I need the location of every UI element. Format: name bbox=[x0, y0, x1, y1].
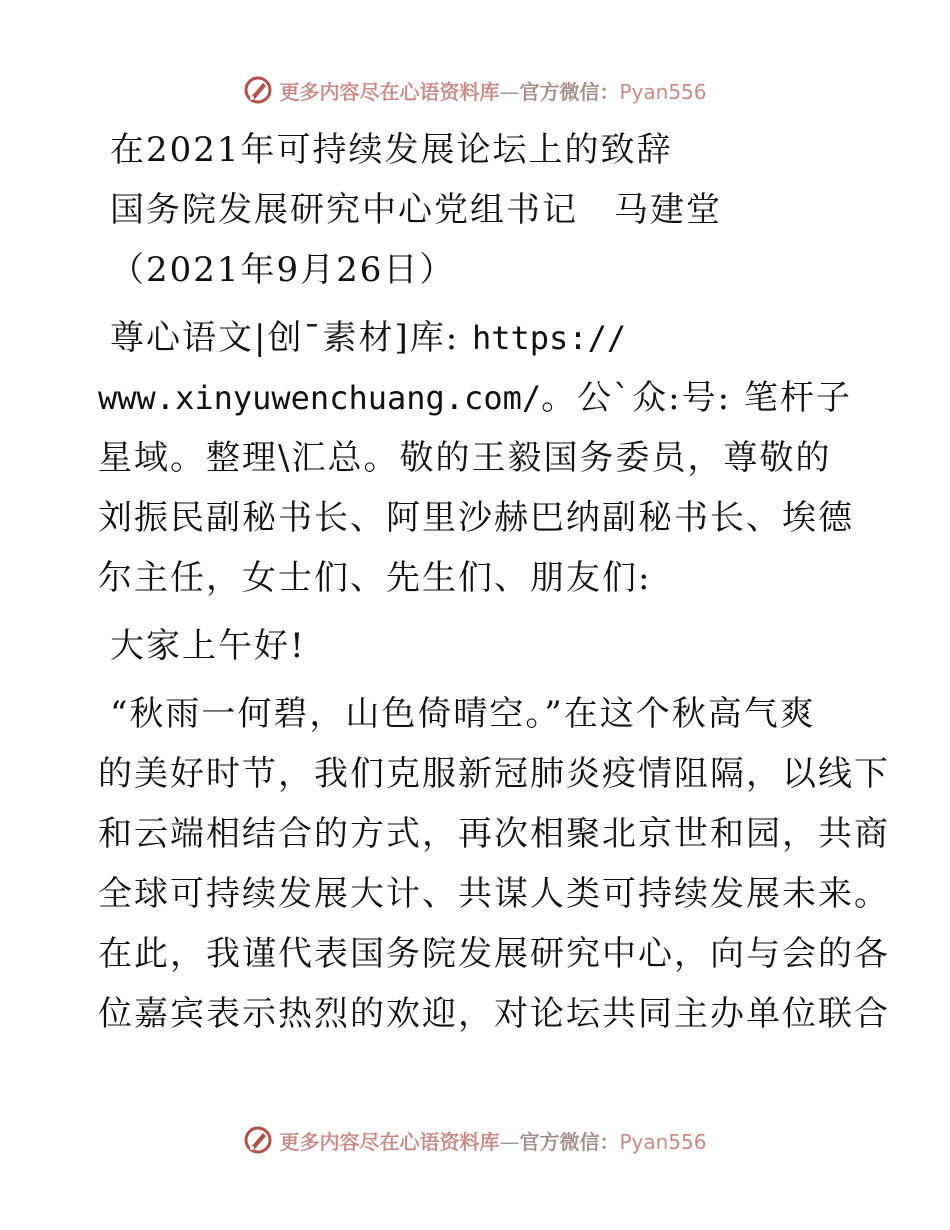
document-body bbox=[98, 120, 890, 1044]
body-line: 在此，我谨代表国务院发展研究中心，向与会的各 bbox=[98, 934, 890, 974]
body-line: 的美好时节，我们克服新冠肺炎疫情阻隔，以线下 bbox=[98, 754, 890, 794]
header-watermark-banner bbox=[0, 70, 950, 110]
watermark-suffix: 。公`众:号: 笔杆子星域。整理\汇总。敬的王毅国务委员，尊敬的刘振民副秘书长、阿里沙赫巴纳副秘书长、埃德尔主任，女士们、先生们、朋友们: bbox=[98, 378, 854, 598]
date-line: （2021年9月26日） bbox=[110, 250, 456, 290]
watermark-url-part2: www.xinyuwenchuang.com/ bbox=[98, 379, 542, 417]
body-line: 全球可持续发展大计、共谋人类可持续发展未来。 bbox=[98, 874, 890, 914]
pen-logo-icon bbox=[243, 75, 273, 105]
banner-text: 更多内容尽在心语资料库—官方微信：Pyan556 bbox=[279, 1129, 707, 1154]
watermark-paragraph: 尊心语文|创¯素材]库: https:// www.xinyuwenchuang.com/。公`众:号: 笔杆子星域。整理\汇总。敬的王毅国务委员，尊敬的刘振民副秘书长、阿里沙赫巴纳副秘书长、埃德尔主任，女士们、先生们、朋友们: bbox=[98, 318, 854, 598]
banner-text: 更多内容尽在心语资料库—官方微信：Pyan556 bbox=[279, 79, 707, 104]
document-title: 在2021年可持续发展论坛上的致辞 bbox=[110, 130, 673, 170]
body-line: 位嘉宾表示热烈的欢迎，对论坛共同主办单位联合 bbox=[98, 994, 890, 1034]
greeting: 大家上午好! bbox=[110, 626, 306, 666]
speech-body bbox=[98, 684, 890, 1044]
speaker-line: 国务院发展研究中心党组书记 马建堂 bbox=[110, 190, 722, 230]
body-line: 和云端相结合的方式，再次相聚北京世和园，共商 bbox=[98, 814, 890, 854]
footer-watermark-banner bbox=[0, 1120, 950, 1160]
body-line: “秋雨一何碧，山色倚晴空。”在这个秋高气爽 bbox=[110, 694, 816, 734]
watermark-url-part1: https:// bbox=[471, 319, 627, 357]
pen-logo-icon bbox=[243, 1125, 273, 1155]
